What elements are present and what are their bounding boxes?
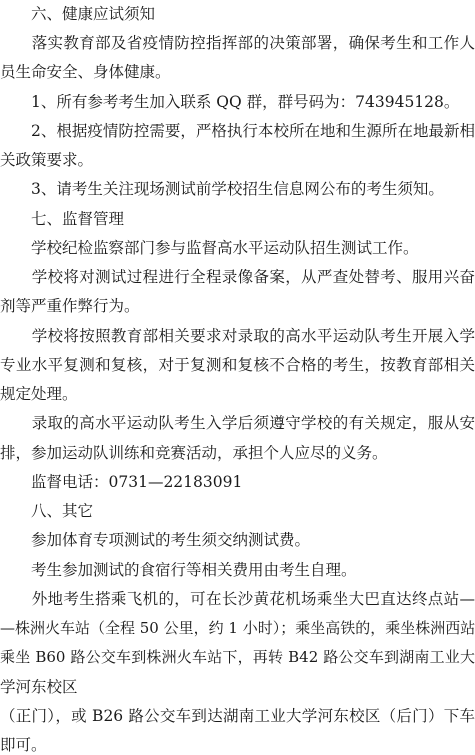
paragraph-line: 参加体育专项测试的考生须交纳测试费。	[0, 531, 311, 549]
section-heading-other: 八、其它	[0, 502, 94, 520]
paragraph-line: 2、根据疫情防控需要，严格执行本校所在地和生源所在地最新相	[0, 122, 475, 140]
paragraph-line: 乘坐 B60 路公交车到株洲火车站下，再转 B42 路公交车到湖南工业大	[0, 648, 475, 666]
paragraph-line: 排，参加运动队训练和竞赛活动，承担个人应尽的义务。	[0, 444, 388, 462]
section-heading-supervision: 七、监督管理	[0, 210, 125, 228]
paragraph-line: 落实教育部及省疫情防控指挥部的决策部署，确保考生和工作人	[0, 34, 475, 52]
paragraph-line: 录取的高水平运动队考生入学后须遵守学校的有关规定，服从安	[0, 414, 475, 432]
paragraph-line: 规定处理。	[0, 385, 78, 403]
paragraph-line: 学校纪检监察部门参与监督高水平运动队招生测试工作。	[0, 239, 419, 257]
paragraph-line: 外地考生搭乘飞机的，可在长沙黄花机场乘坐大巴直达终点站—	[0, 590, 475, 608]
paragraph-line: （正门），或 B26 路公交车到达湖南工业大学河东校区（后门）下车	[0, 707, 475, 725]
paragraph-line: 专业水平复测和复核，对于复测和复核不合格的考生，按教育部相关	[0, 356, 475, 374]
paragraph-line: 剂等严重作弊行为。	[0, 297, 140, 315]
paragraph-line: 学校将按照教育部相关要求对录取的高水平运动队考生开展入学	[0, 327, 475, 345]
paragraph-line: 学校将对测试过程进行全程录像备案，从严查处替考、服用兴奋	[0, 268, 475, 286]
paragraph-line: 员生命安全、身体健康。	[0, 63, 171, 81]
section-heading-health: 六、健康应试须知	[0, 5, 156, 23]
paragraph-line: 3、请考生关注现场测试前学校招生信息网公布的考生须知。	[0, 180, 444, 198]
paragraph-line: —株洲火车站（全程 50 公里，约 1 小时）；乘坐高铁的，乘坐株洲西站	[0, 619, 475, 637]
paragraph-line: 考生参加测试的食宿行等相关费用由考生自理。	[0, 561, 357, 579]
paragraph-line: 1、所有参考考生加入联系 QQ 群，群号码为：743945128。	[0, 93, 460, 111]
paragraph-line: 学河东校区	[0, 678, 78, 696]
paragraph-line: 关政策要求。	[0, 151, 94, 169]
paragraph-line: 即可。	[0, 736, 47, 754]
supervision-phone: 监督电话：0731—22183091	[0, 473, 243, 491]
